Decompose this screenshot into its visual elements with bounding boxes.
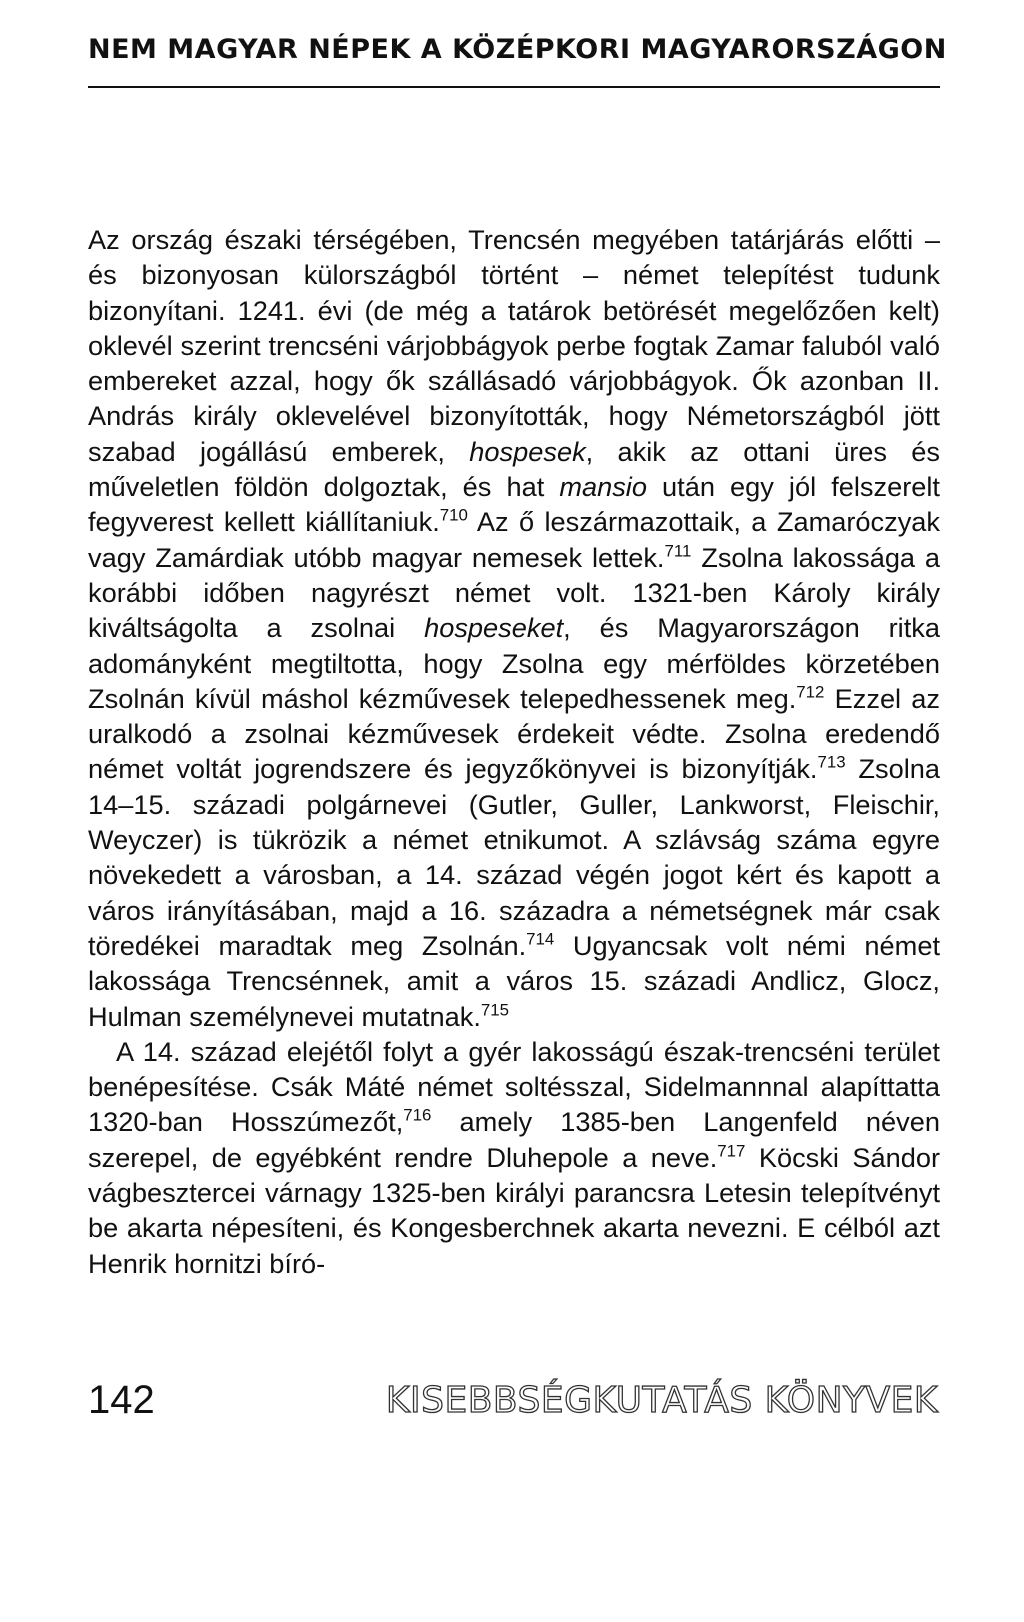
- footnote-ref-716: 716: [403, 1105, 432, 1125]
- series-title: KISEBBSÉGKUTATÁS KÖNYVEK: [385, 1380, 938, 1421]
- text-run: Zsolna 14–15. századi polgárnevei (Gutler, Guller, Lankworst, Fleischir, Weyczer) is tükrözik a német etnikumot. A szlávság száma egyre növekedett a városban, a 14. század végén jogot kért és kapott a város irányításában, majd a 16. századra a németségnek már csak töredékei maradtak meg Zsolnán.: [88, 753, 940, 961]
- header-rule: [88, 86, 940, 88]
- italic-term: hospesek: [469, 435, 586, 467]
- text-run: amely 1385-ben Langenfeld néven szerepel, de egyébként rendre Dluhepole a neve.: [88, 1106, 940, 1173]
- text-run: Ezzel az uralkodó a zsolnai kézművesek érdekeit védte. Zsolna eredendő német voltát jogrendszere és jegyzőkönyvei is bizonyítják.: [88, 682, 940, 785]
- footnote-ref-712: 712: [796, 682, 825, 702]
- footnote-ref-711: 711: [664, 541, 692, 561]
- footnote-ref-713: 713: [817, 753, 846, 772]
- footnote-ref-715: 715: [480, 1000, 510, 1020]
- footnote-ref-717: 717: [717, 1141, 746, 1161]
- main-text: [88, 222, 940, 1281]
- italic-term: mansio: [559, 471, 647, 503]
- footnote-ref-710: 710: [439, 505, 468, 525]
- text-run: Köcski Sándor vágbesztercei várnagy 1325-ben királyi parancsra Letesin telepítvényt be akarta népesíteni, és Kongesberchnek akarta nevezni. E célból azt Henrik hornitzi bíró-: [88, 1141, 940, 1279]
- text-run: , és Magyarországon ritka adományként megtiltotta, hogy Zsolna egy mérföldes körzetében Zsolnán kívül máshol kézművesek telepedhessenek meg.: [88, 612, 940, 714]
- italic-term: hospeseket: [424, 612, 564, 644]
- text-run: Ugyancsak volt némi német lakossága Trencsénnek, amit a város 15. századi Andlicz, Glocz, Hulman személynevei mutatnak.: [88, 929, 940, 1032]
- page-number: 142: [88, 1378, 155, 1422]
- text-run: Az ő leszármazottaik, a Zamaróczyak vagy Zamárdiak utóbb magyar nemesek lettek.: [88, 506, 941, 573]
- paragraph-1: [88, 222, 940, 1034]
- text-run: , akik az ottani üres és műveletlen földön dolgoztak, és hat: [88, 435, 940, 503]
- text-run: Zsolna lakossága a korábbi időben nagyrészt német volt. 1321-ben Károly király kiváltságolta a zsolnai: [88, 541, 940, 644]
- footnote-ref-714: 714: [526, 929, 555, 949]
- text-run: után egy jól felszerelt fegyverest kellett kiállítaniuk.: [88, 471, 940, 538]
- paragraph-2: [88, 1034, 940, 1281]
- running-head: NEM MAGYAR NÉPEK A KÖZÉPKORI MAGYARORSZÁGON: [88, 34, 947, 65]
- text-run: Az ország északi térségében, Trencsén megyében tatárjárás előtti – és bizonyosan külországból történt – német telepítést tudunk bizonyítani. 1241. évi (de még a tatárok betörését megelőzően kelt) oklevél szerint trencséni várjobbágyok perbe fogtak Zamar faluból való embereket azzal, hogy ők szállásadó várjobbágyok. Ők azonban II. András király oklevelével bizonyították, hogy Németországból jött szabad jogállású emberek,: [88, 224, 940, 467]
- text-run: A 14. század elejétől folyt a gyér lakosságú észak-trencséni terület benépesítése. Csák Máté német soltésszal, Sidelmannnal alapíttatta 1320-ban Hosszúmezőt,: [88, 1035, 940, 1138]
